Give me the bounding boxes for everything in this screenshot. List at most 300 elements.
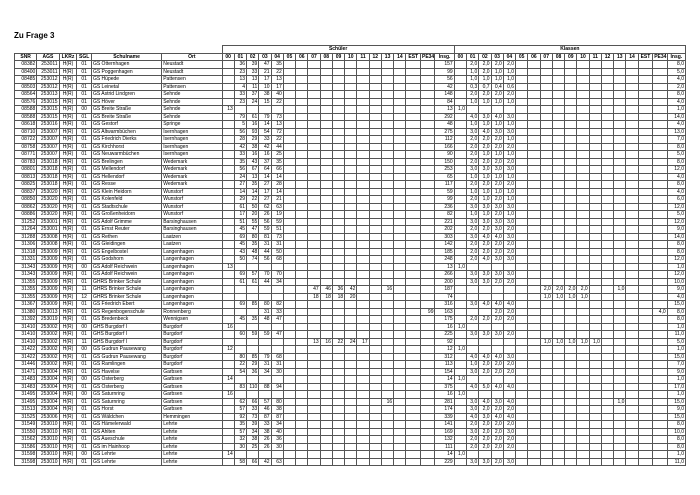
cell-klassen	[565, 376, 577, 384]
cell-lk: H(R)	[59, 241, 77, 249]
cell-ags: 253011	[37, 68, 59, 76]
cell-schueler	[420, 331, 435, 339]
cell-schueler	[357, 181, 369, 189]
cell-schueler: 79	[259, 353, 271, 361]
cell-schueler: 112	[435, 136, 454, 144]
cell-schueler	[320, 136, 332, 144]
cell-klassen	[552, 188, 564, 196]
cell-klassen: 1,0	[667, 346, 685, 354]
cell-snr: 31586	[15, 443, 37, 451]
cell-schueler	[357, 158, 369, 166]
cell-klassen	[589, 323, 601, 331]
cell-klassen	[516, 143, 528, 151]
cell-name: GHS Burgdorf I	[91, 323, 161, 331]
cell-klassen	[614, 413, 626, 421]
cell-klassen	[540, 83, 552, 91]
cell-schueler	[406, 338, 421, 346]
cell-schueler	[394, 83, 406, 91]
cell-klassen	[614, 368, 626, 376]
cell-klassen	[614, 301, 626, 309]
cell-klassen	[565, 346, 577, 354]
cell-name: GS Lehrte	[91, 458, 161, 466]
cell-klassen: 11,0	[667, 458, 685, 466]
cell-klassen: 2,0	[503, 308, 515, 316]
table-row	[15, 271, 686, 279]
cell-schueler: 17	[234, 211, 246, 219]
cell-schueler	[420, 173, 435, 181]
cell-klassen	[540, 376, 552, 384]
cell-schueler	[271, 263, 283, 271]
cell-schueler: 14	[271, 188, 283, 196]
cell-snr: 31471	[15, 368, 37, 376]
cell-schueler	[283, 353, 295, 361]
cell-klassen	[601, 383, 613, 391]
cell-schueler	[332, 203, 344, 211]
cell-klassen: 2,0	[503, 406, 515, 414]
cell-schueler: 36	[332, 286, 344, 294]
cell-klassen	[601, 361, 613, 369]
cell-klassen	[589, 271, 601, 279]
cell-klassen	[626, 436, 638, 444]
cell-schueler	[406, 128, 421, 136]
cell-schueler	[332, 308, 344, 316]
cell-schueler: 10	[259, 83, 271, 91]
cell-schueler: 22	[271, 136, 283, 144]
cell-schueler	[369, 406, 381, 414]
cell-schueler	[420, 413, 435, 421]
cell-schueler	[308, 113, 320, 121]
cell-schueler	[320, 331, 332, 339]
cell-klassen	[601, 83, 613, 91]
cell-sgl: 01	[77, 301, 92, 309]
cell-klassen: 2,0	[491, 136, 503, 144]
cell-schueler	[369, 338, 381, 346]
cell-schueler: 57	[247, 271, 259, 279]
cell-klassen	[614, 188, 626, 196]
cell-klassen: 5,0	[667, 211, 685, 219]
cell-klassen: 4,0	[479, 353, 491, 361]
cell-snr: 31380	[15, 308, 37, 316]
cell-schueler: 236	[435, 203, 454, 211]
table-row	[15, 323, 686, 331]
cell-klassen: 2,0	[466, 158, 478, 166]
cell-schueler	[296, 451, 308, 459]
cell-schueler	[308, 248, 320, 256]
cell-schueler	[332, 248, 344, 256]
cell-schueler	[222, 301, 234, 309]
cell-klassen: 3,0	[466, 128, 478, 136]
cell-klassen	[601, 128, 613, 136]
cell-schueler	[369, 151, 381, 159]
cell-ort: Garbsen	[162, 376, 222, 384]
cell-klassen	[565, 308, 577, 316]
cell-klassen	[466, 106, 478, 114]
cell-klassen	[528, 241, 540, 249]
cell-klassen	[638, 263, 653, 271]
cell-schueler	[369, 398, 381, 406]
cell-schueler: 229	[435, 458, 454, 466]
cell-sgl: 01	[77, 211, 92, 219]
cell-schueler: 45	[234, 241, 246, 249]
cell-klassen	[552, 68, 564, 76]
cell-schueler: 47	[308, 286, 320, 294]
cell-lk: H(R)	[59, 361, 77, 369]
cell-schueler	[394, 68, 406, 76]
cell-klassen: 14,0	[667, 233, 685, 241]
cell-klassen: 2,0	[466, 91, 478, 99]
cell-klassen	[540, 181, 552, 189]
cell-schueler	[308, 241, 320, 249]
cell-klassen: 2,0	[491, 241, 503, 249]
cell-schueler	[320, 278, 332, 286]
cell-klassen	[454, 293, 466, 301]
cell-klassen: 2,0	[552, 286, 564, 294]
cell-schueler	[420, 136, 435, 144]
cell-schueler: 73	[271, 113, 283, 121]
cell-schueler: 18	[308, 293, 320, 301]
cell-schueler	[345, 451, 357, 459]
cell-sgl: 01	[77, 188, 92, 196]
cell-schueler	[332, 376, 344, 384]
cell-schueler: 44	[259, 278, 271, 286]
cell-klassen	[577, 128, 589, 136]
cell-ort: Langenhagen	[162, 271, 222, 279]
table-row	[15, 301, 686, 309]
cell-klassen	[552, 211, 564, 219]
cell-schueler: 17	[357, 338, 369, 346]
cell-schueler	[296, 301, 308, 309]
cell-schueler	[406, 421, 421, 429]
cell-ags: 253020	[37, 188, 59, 196]
cell-name: GS Stadtschule	[91, 203, 161, 211]
cell-schueler	[394, 301, 406, 309]
cell-klassen	[552, 83, 564, 91]
cell-lk: H(R)	[59, 331, 77, 339]
cell-klassen	[653, 346, 668, 354]
cell-schueler	[394, 338, 406, 346]
cell-klassen	[638, 376, 653, 384]
table-row	[15, 376, 686, 384]
cell-schueler	[222, 436, 234, 444]
cell-schueler	[308, 83, 320, 91]
cell-klassen: 1,0	[491, 68, 503, 76]
cell-schueler	[259, 346, 271, 354]
table-row	[15, 241, 686, 249]
cell-schueler: 66	[247, 458, 259, 466]
cell-schueler	[420, 211, 435, 219]
cell-klassen	[528, 181, 540, 189]
cell-schueler: 225	[435, 331, 454, 339]
cell-schueler	[420, 61, 435, 69]
cell-klassen	[454, 203, 466, 211]
cell-klassen	[552, 76, 564, 84]
cell-schueler: 19	[271, 211, 283, 219]
cell-klassen: 5,0	[479, 383, 491, 391]
cell-schueler	[308, 143, 320, 151]
cell-schueler	[406, 143, 421, 151]
cell-klassen: 1,0	[667, 106, 685, 114]
cell-name: GS Adolf Grimme	[91, 218, 161, 226]
cell-klassen: 15,0	[667, 353, 685, 361]
cell-klassen	[454, 98, 466, 106]
cell-klassen	[614, 383, 626, 391]
cell-klassen: 2,0	[491, 443, 503, 451]
cell-schueler: 70	[271, 271, 283, 279]
cell-klassen: 4,0	[466, 383, 478, 391]
cell-klassen	[516, 128, 528, 136]
cell-klassen	[565, 301, 577, 309]
cell-schueler	[332, 278, 344, 286]
cell-klassen: 2,0	[503, 278, 515, 286]
cell-schueler	[332, 346, 344, 354]
cell-klassen: 3,0	[503, 428, 515, 436]
cell-schueler	[296, 286, 308, 294]
cell-ags: 253010	[37, 443, 59, 451]
cell-klassen: 2,0	[491, 406, 503, 414]
cell-klassen	[638, 361, 653, 369]
cell-klassen	[528, 151, 540, 159]
cell-schueler	[420, 383, 435, 391]
cell-klassen	[516, 436, 528, 444]
cell-name: GS Friedrich Ebert	[91, 301, 161, 309]
cell-sgl: 00	[77, 263, 92, 271]
cell-schueler	[406, 256, 421, 264]
cell-klassen	[626, 256, 638, 264]
cell-schueler	[332, 128, 344, 136]
cell-klassen	[638, 61, 653, 69]
cell-schueler	[296, 293, 308, 301]
cell-klassen	[516, 188, 528, 196]
cell-schueler	[283, 233, 295, 241]
cell-klassen	[540, 263, 552, 271]
cell-schueler	[308, 316, 320, 324]
cell-klassen: 3,0	[503, 353, 515, 361]
cell-schueler	[234, 323, 246, 331]
cell-schueler	[369, 196, 381, 204]
cell-schueler	[394, 113, 406, 121]
cell-schueler	[308, 451, 320, 459]
cell-schueler	[369, 68, 381, 76]
cell-klassen	[653, 91, 668, 99]
cell-schueler	[320, 68, 332, 76]
cell-schueler	[283, 368, 295, 376]
cell-schueler: 16	[222, 323, 234, 331]
cell-klassen	[589, 218, 601, 226]
cell-klassen	[528, 256, 540, 264]
cell-schueler: 69	[234, 301, 246, 309]
cell-sgl: 01	[77, 316, 92, 324]
table-row	[15, 121, 686, 129]
cell-klassen	[626, 263, 638, 271]
cell-ort: Laatzen	[162, 241, 222, 249]
cell-schueler	[308, 188, 320, 196]
cell-schueler: 32	[234, 436, 246, 444]
cell-ort: Barsinghausen	[162, 226, 222, 234]
cell-klassen	[601, 436, 613, 444]
cell-snr: 31355	[15, 286, 37, 294]
cell-klassen	[589, 113, 601, 121]
cell-klassen	[552, 248, 564, 256]
cell-klassen	[653, 293, 668, 301]
cell-klassen: 8,0	[667, 436, 685, 444]
cell-schueler	[357, 428, 369, 436]
cell-sgl: 01	[77, 361, 92, 369]
table-row	[15, 196, 686, 204]
cell-schueler	[345, 413, 357, 421]
cell-klassen	[479, 391, 491, 399]
cell-klassen	[479, 376, 491, 384]
cell-schueler: 34	[271, 278, 283, 286]
cell-schueler	[394, 76, 406, 84]
cell-klassen	[528, 91, 540, 99]
cell-schueler	[394, 61, 406, 69]
cell-schueler: 59	[435, 188, 454, 196]
cell-schueler	[394, 121, 406, 129]
cell-klassen	[589, 143, 601, 151]
cell-schueler	[247, 263, 259, 271]
cell-schueler	[420, 128, 435, 136]
cell-klassen	[540, 361, 552, 369]
cell-klassen	[540, 271, 552, 279]
cell-klassen	[454, 413, 466, 421]
cell-klassen	[589, 353, 601, 361]
cell-schueler	[357, 241, 369, 249]
cell-klassen	[626, 331, 638, 339]
cell-klassen: 2,0	[466, 151, 478, 159]
cell-schueler	[296, 256, 308, 264]
cell-klassen	[614, 166, 626, 174]
cell-schueler: 16	[247, 121, 259, 129]
group-header-klassen: Klassen	[454, 46, 685, 54]
cell-klassen	[589, 436, 601, 444]
cell-klassen	[601, 308, 613, 316]
cell-schueler: 31	[259, 308, 271, 316]
cell-klassen: 1,0	[614, 286, 626, 294]
cell-klassen	[589, 173, 601, 181]
cell-ags: 253002	[37, 331, 59, 339]
cell-klassen	[614, 391, 626, 399]
cell-klassen	[638, 106, 653, 114]
cell-klassen	[516, 76, 528, 84]
cell-klassen	[565, 151, 577, 159]
cell-schueler	[332, 271, 344, 279]
cell-schueler	[320, 91, 332, 99]
cell-name: GS Hellendorf	[91, 173, 161, 181]
cell-schueler	[381, 136, 393, 144]
cell-schueler	[320, 113, 332, 121]
cell-schueler: 63	[271, 458, 283, 466]
cell-schueler	[332, 361, 344, 369]
cell-schueler	[406, 458, 421, 466]
cell-klassen	[552, 278, 564, 286]
cell-schueler	[357, 308, 369, 316]
cell-schueler: 68	[271, 256, 283, 264]
cell-snr: 08813	[15, 173, 37, 181]
cell-schueler	[271, 376, 283, 384]
cell-schueler: 132	[435, 436, 454, 444]
cell-lk: H(R)	[59, 166, 77, 174]
cell-klassen	[540, 173, 552, 181]
cell-klassen	[589, 61, 601, 69]
cell-klassen	[614, 346, 626, 354]
cell-klassen	[589, 158, 601, 166]
cell-schueler	[283, 218, 295, 226]
cell-schueler	[283, 428, 295, 436]
cell-schueler	[420, 286, 435, 294]
cell-schueler: 166	[435, 143, 454, 151]
cell-schueler	[283, 203, 295, 211]
cell-klassen	[638, 128, 653, 136]
cell-schueler	[345, 203, 357, 211]
cell-schueler: 34	[247, 428, 259, 436]
cell-schueler: 42	[234, 143, 246, 151]
cell-klassen: 2,0	[479, 248, 491, 256]
cell-schueler: 94	[271, 383, 283, 391]
cell-snr: 31355	[15, 293, 37, 301]
cell-schueler	[420, 68, 435, 76]
cell-klassen	[638, 113, 653, 121]
cell-schueler: 15	[259, 98, 271, 106]
cell-klassen: 1,0	[479, 76, 491, 84]
cell-klassen	[589, 428, 601, 436]
cell-klassen: 3,0	[479, 166, 491, 174]
cell-klassen	[503, 286, 515, 294]
cell-ort: Wunstorf	[162, 196, 222, 204]
table-row	[15, 61, 686, 69]
cell-lk: H(R)	[59, 338, 77, 346]
cell-schueler	[420, 368, 435, 376]
cell-schueler	[332, 406, 344, 414]
cell-klassen	[601, 241, 613, 249]
col-header-snr: SNR	[15, 53, 37, 61]
cell-klassen	[516, 353, 528, 361]
cell-klassen	[653, 278, 668, 286]
cell-ort: Springe	[162, 121, 222, 129]
cell-klassen	[528, 323, 540, 331]
cell-lk: H(R)	[59, 218, 77, 226]
cell-klassen: 2,0	[503, 143, 515, 151]
cell-schueler	[345, 361, 357, 369]
cell-klassen	[653, 241, 668, 249]
cell-schueler	[369, 113, 381, 121]
cell-schueler	[394, 248, 406, 256]
cell-klassen: 4,0	[479, 128, 491, 136]
cell-lk: H(R)	[59, 151, 77, 159]
cell-schueler	[357, 368, 369, 376]
cell-klassen	[626, 98, 638, 106]
cell-schueler	[345, 143, 357, 151]
cell-klassen	[577, 331, 589, 339]
table-row	[15, 308, 686, 316]
cell-schueler: 79	[234, 113, 246, 121]
cell-klassen: 2,0	[491, 428, 503, 436]
cell-sgl: 01	[77, 91, 92, 99]
cell-klassen	[565, 458, 577, 466]
klassen-col-01: 01	[466, 53, 478, 61]
cell-schueler	[332, 61, 344, 69]
cell-klassen	[540, 323, 552, 331]
cell-klassen	[516, 248, 528, 256]
cell-ort: Langenhagen	[162, 263, 222, 271]
page-title: Zu Frage 3	[14, 31, 55, 40]
cell-klassen: 1,0	[577, 293, 589, 301]
cell-schueler	[283, 181, 295, 189]
cell-schueler	[332, 188, 344, 196]
cell-klassen	[454, 61, 466, 69]
cell-schueler	[308, 136, 320, 144]
cell-klassen	[528, 383, 540, 391]
cell-klassen	[454, 83, 466, 91]
